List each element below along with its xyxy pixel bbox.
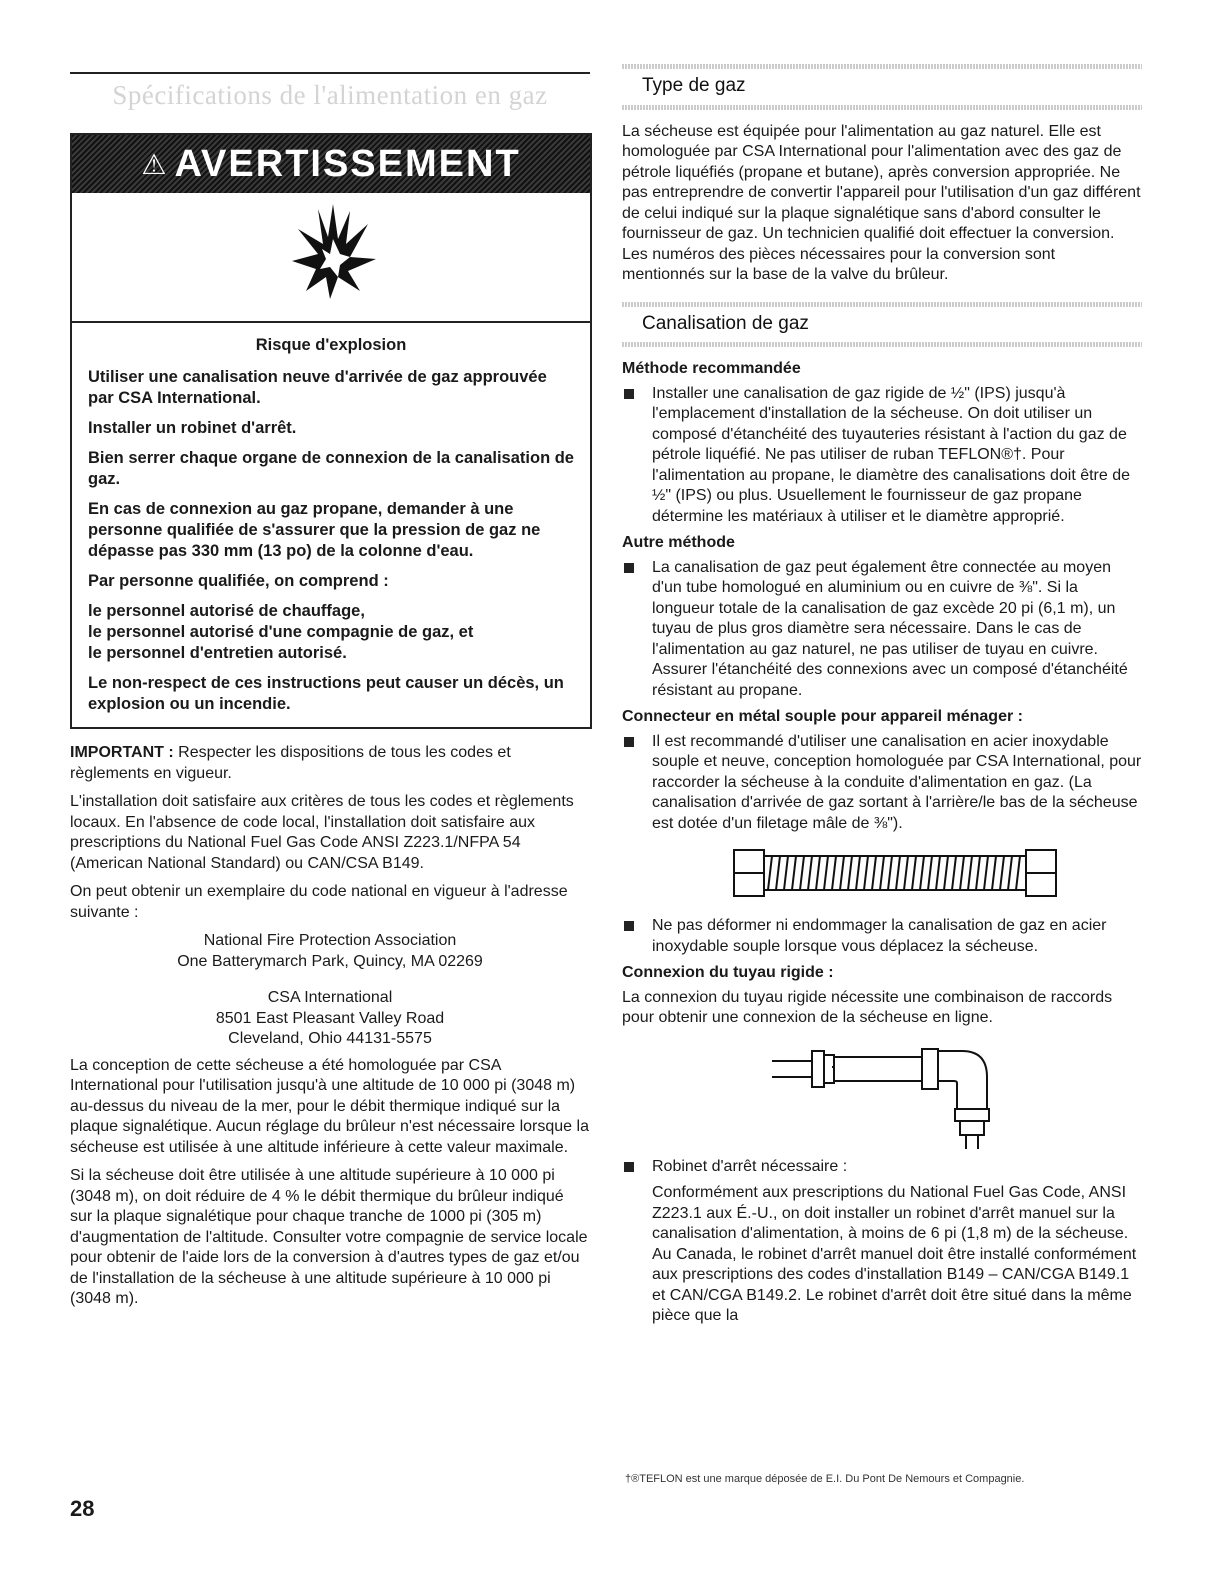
rigid-pipe-figure xyxy=(772,1039,1142,1149)
bullet-item xyxy=(622,1157,1142,1178)
method-recommended-heading: Méthode recommandée xyxy=(622,360,801,377)
flexible-hose-icon xyxy=(732,846,1062,902)
page-number: 28 xyxy=(70,1496,95,1521)
address-csa-line-1: CSA International xyxy=(267,989,393,1006)
warning-triangle-icon: ⚠ xyxy=(141,148,167,180)
altitude-paragraph: Si la sécheuse doit être utilisée à une altitude supérieure à 10 000 pi (3048 m), on doit réduire de 4 % le débit thermique du brûleur indiqué sur la plaque signalétique pour chaque tranche de 1000 pi (305 m) d'augmentation de l'altitude. Consulter votre compagnie de service locale pour obtenir de l'aide lors de la conversion à d'autres types de gaz et/ou de l'installation de la sécheuse à une altitude supérieure à 10 000 pi (3048 m). xyxy=(70,1167,588,1307)
explosion-pictogram xyxy=(72,193,590,323)
warning-title: AVERTISSEMENT xyxy=(174,142,521,185)
type-paragraph: La sécheuse est équipée pour l'alimentation au gaz naturel. Elle est homologuée par CSA International pour l'alimentation avec des gaz de pétrole liquéfiés (propane et butane), après conversion appropriée. Ne pas entreprendre de convertir l'appareil pour l'utilisation d'un gaz différent de celui indiqué sur la plaque signalétique sans d'abord consulter le fournisseur de gaz. Un technicien qualifié doit effectuer la conversion. Les numéros des pièces nécessaires pour la conversion sont mentionnés sur la base de la valve du brûleur. xyxy=(622,122,1141,283)
explosion-icon xyxy=(288,199,378,309)
rigid-pipe-elbow-icon xyxy=(772,1039,1012,1149)
connector-heading: Connecteur en métal souple pour appareil ménager : xyxy=(622,708,1023,725)
warning-para-2: Installer un robinet d'arrêt. xyxy=(88,419,297,437)
bullet-item xyxy=(622,732,1142,835)
left-column xyxy=(70,72,590,1318)
address-nfpa xyxy=(70,931,590,972)
rigid-heading: Connexion du tuyau rigide : xyxy=(622,964,834,981)
design-paragraph: La conception de cette sécheuse a été homologuée par CSA International pour l'utilisation jusqu'à une altitude de 10 000 pi (3048 m) au-dessus du niveau de la mer, pour le débit thermique indiqué sur la plaque signalétique. Aucun réglage du brûleur n'est nécessaire lorsque la sécheuse est utilisée à une altitude inférieure à cette valeur maximale. xyxy=(70,1056,589,1156)
right-column xyxy=(622,62,1142,1335)
canal-heading xyxy=(622,300,1142,350)
warning-line-2: le personnel autorisé d'une compagnie de gaz, et xyxy=(88,623,474,641)
warning-line-3: le personnel d'entretien autorisé. xyxy=(88,644,347,662)
warning-risk: Risque d'explosion xyxy=(255,336,407,354)
important-text: Respecter les dispositions de tous les codes et règlements en vigueur. xyxy=(70,744,511,782)
obtain-paragraph: On peut obtenir un exemplaire du code national en vigueur à l'adresse suivante : xyxy=(70,883,568,921)
shutoff-paragraph: Conformément aux prescriptions du National Fuel Gas Code, ANSI Z223.1 aux É.-U., on doit installer un robinet d'arrêt manuel sur la canalisation d'alimentation, à moins de 6 pi (1,8 m) de la sécheuse. Au Canada, le robinet d'arrêt manuel doit être installé conformément aux prescriptions des codes d'installation B149 – CAN/CGA B149.1 et CAN/CGA B149.2. Le robinet d'arrêt doit être situé dans la même pièce que la xyxy=(652,1184,1137,1324)
warning-para-4: En cas de connexion au gaz propane, demander à une personne qualifiée de s'assurer que la pression de gaz ne dépasse pas 330 mm (13 po) de la colonne d'eau. xyxy=(88,500,541,560)
canal-heading-text: Canalisation de gaz xyxy=(642,312,809,334)
address-csa-line-3: Cleveland, Ohio 44131-5575 xyxy=(228,1030,432,1047)
left-body-text xyxy=(70,743,590,1310)
method-other-heading: Autre méthode xyxy=(622,534,735,551)
type-heading-text: Type de gaz xyxy=(642,75,746,96)
bullet-item xyxy=(622,384,1142,528)
address-csa-line-2: 8501 East Pleasant Valley Road xyxy=(215,1009,445,1027)
warning-list xyxy=(88,601,574,664)
bullet-text: Il est recommandé d'utiliser une canalisation en acier inoxydable souple et neuve, conception homologuée par CSA International, pour raccorder la sécheuse à la conduite d'alimentation en gaz. (La canalisation d'arrivée de gaz sortant à l'arrière/le bas de la sécheuse est dotée d'un filetage mâle de ⅜"). xyxy=(652,732,1142,832)
warning-line-1: le personnel autorisé de chauffage, xyxy=(88,602,365,620)
warning-body xyxy=(72,323,590,727)
bullet-item xyxy=(622,558,1142,702)
install-paragraph: L'installation doit satisfaire aux critères de tous les codes et règlements locaux. En l'absence de code local, l'installation doit satisfaire aux prescriptions du National Fuel Gas Code ANSI Z223.1/NFPA 54 (American National Standard) ou CAN/CSA B149. xyxy=(70,793,574,872)
section-title: Spécifications de l'alimentation en gaz xyxy=(112,80,548,110)
important-label: IMPORTANT : xyxy=(70,744,174,761)
rigid-paragraph: La connexion du tuyau rigide nécessite une combinaison de raccords pour obtenir une connexion de la sécheuse en ligne. xyxy=(622,988,1113,1026)
bullet-text: Robinet d'arrêt nécessaire : xyxy=(652,1157,848,1175)
important-paragraph xyxy=(70,743,590,784)
warning-header xyxy=(72,135,590,193)
bullet-text: Ne pas déformer ni endommager la canalisation de gaz en acier inoxydable souple lorsque vous déplacez la sécheuse. xyxy=(652,917,1107,955)
warning-para-5: Par personne qualifiée, on comprend : xyxy=(88,572,389,590)
warning-para-1: Utiliser une canalisation neuve d'arrivée de gaz approuvée par CSA International. xyxy=(88,368,547,407)
bullet-square-icon xyxy=(624,921,634,931)
address-csa xyxy=(70,988,590,1050)
warning-para-6: Le non-respect de ces instructions peut causer un décès, un explosion ou un incendie. xyxy=(88,674,564,713)
type-heading xyxy=(622,62,1142,112)
address-nfpa-line-2: One Batterymarch Park, Quincy, MA 02269 xyxy=(177,952,483,970)
warning-para-3: Bien serrer chaque organe de connexion de la canalisation de gaz. xyxy=(88,449,574,488)
footnote: †®TEFLON est une marque déposée de E.I. Du Pont De Nemours et Compagnie. xyxy=(625,1473,1025,1485)
bullet-item xyxy=(622,916,1142,957)
bullet-square-icon xyxy=(624,563,634,573)
bullet-text: Installer une canalisation de gaz rigide de ½" (IPS) jusqu'à l'emplacement d'installation de la sécheuse. On doit utiliser un composé d'étanchéité des tuyauteries résistant à l'action du gaz de pétrole liquéfié. Ne pas utiliser de ruban TEFLON®†. Pour l'alimentation au propane, le diamètre des canalisations doit être de ½" (IPS) ou plus. Usuellement le fournisseur de gaz propane détermine les matériaux à utiliser et le diamètre approprié. xyxy=(652,384,1131,525)
bullet-text: La canalisation de gaz peut également être connectée au moyen d'un tube homologué en aluminium ou en cuivre de ⅜". Si la longueur totale de la canalisation de gaz excède 20 pi (6,1 m), un tuyau de plus gros diamètre sera nécessaire. Dans le cas de l'alimentation au gaz naturel, ne pas utiliser de tuyau en cuivre. Assurer l'étanchéité des connexions avec un composé d'étanchéité résistant au propane. xyxy=(652,558,1128,699)
top-rule xyxy=(70,72,590,74)
warning-box xyxy=(70,133,592,729)
bullet-square-icon xyxy=(624,1162,634,1172)
bullet-square-icon xyxy=(624,737,634,747)
bullet-square-icon xyxy=(624,389,634,399)
flexible-connector-figure xyxy=(732,846,1142,902)
address-nfpa-line-1: National Fire Protection Association xyxy=(203,932,457,949)
